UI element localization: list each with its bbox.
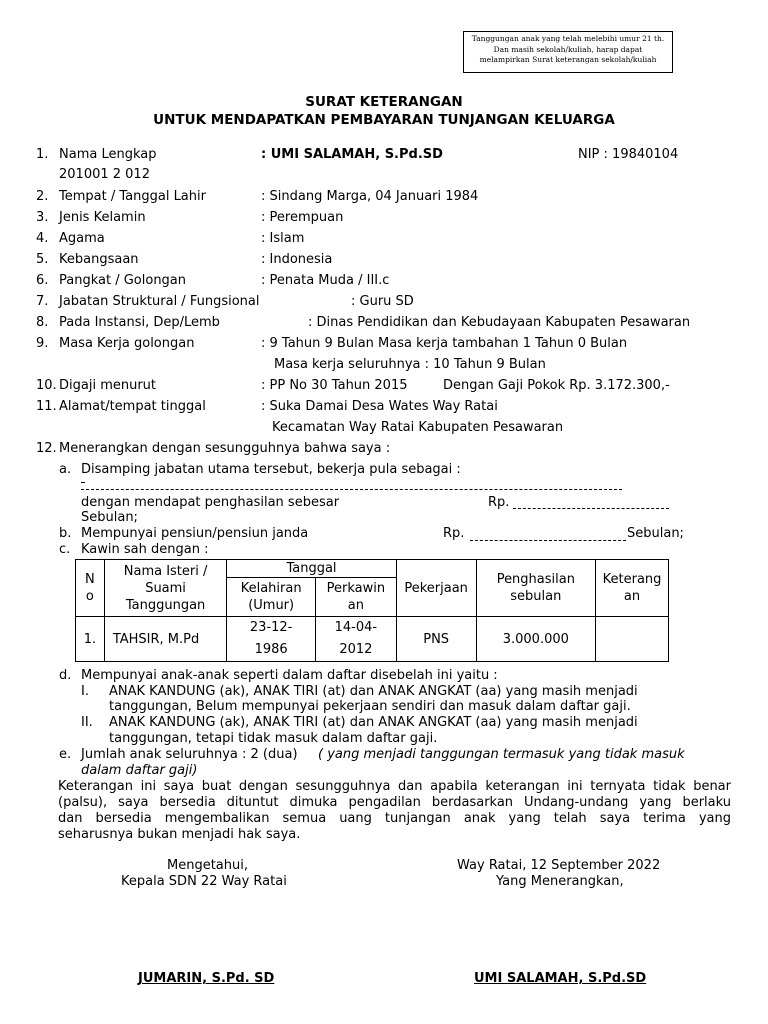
field-8-label: Pada Instansi, Dep/Lemb	[59, 315, 220, 330]
field-2-value: : Sindang Marga, 04 Januari 1984	[261, 189, 479, 204]
th-perkawinan: Perkawin an	[315, 578, 396, 617]
sign-left-name: JUMARIN, S.Pd. SD	[138, 971, 275, 986]
field-9-label: Masa Kerja golongan	[59, 336, 195, 351]
td-kelahiran: 23-12- 1986	[227, 617, 316, 662]
doc-subtitle: UNTUK MENDAPATKAN PEMBAYARAN TUNJANGAN KELUARGA	[153, 112, 615, 128]
dash-income-b	[470, 540, 626, 541]
closing-line-1: Keterangan ini saya buat dengan sesungguhnya dan apabila keterangan ini ternyata tidak benar	[58, 779, 731, 794]
th-pekerjaan: Pekerjaan	[396, 560, 476, 617]
field-6-value: : Penata Muda / III.c	[261, 273, 390, 288]
sub-a-letter: a.	[59, 462, 72, 477]
sub-d-i-line2: tanggungan, Belum mempunyai pekerjaan sendiri dan masuk dalam daftar gaji.	[109, 699, 631, 714]
spouse-table	[75, 559, 669, 662]
sign-right-line2: Yang Menerangkan,	[496, 874, 624, 889]
sub-c-letter: c.	[59, 542, 71, 557]
td-nama: TAHSIR, M.Pd	[104, 617, 226, 662]
closing-line-3: dan bersedia mengembalikan semua uang tunjangan anak yang telah saya terima yang	[58, 811, 731, 826]
sign-left-line1: Mengetahui,	[167, 858, 248, 873]
field-5-label: Kebangsaan	[59, 252, 139, 267]
field-10-gaji: Dengan Gaji Pokok Rp. 3.172.300,-	[443, 378, 670, 393]
sub-d-i-num: I.	[81, 684, 89, 699]
table-row	[76, 617, 669, 662]
field-7-value: : Guru SD	[351, 294, 414, 309]
sub-d-ii-num: II.	[81, 715, 93, 730]
field-10-value: : PP No 30 Tahun 2015	[261, 378, 408, 393]
field-11-label: Alamat/tempat tinggal	[59, 399, 206, 414]
field-6-num: 6.	[36, 273, 49, 288]
dash-occupation-line	[81, 489, 622, 490]
th-tanggal: Tanggal	[227, 560, 396, 578]
field-1-num: 1.	[36, 147, 49, 162]
sub-d-letter: d.	[59, 668, 72, 683]
field-3-num: 3.	[36, 210, 49, 225]
sub-a-sebulan: Sebulan;	[81, 510, 138, 525]
field-11-num: 11.	[36, 399, 57, 414]
field-10-num: 10.	[36, 378, 57, 393]
sub-e-italic-1: ( yang menjadi tanggungan termasuk yang tidak masuk	[318, 747, 685, 762]
sign-left-line2: Kepala SDN 22 Way Ratai	[121, 874, 287, 889]
field-6-label: Pangkat / Golongan	[59, 273, 187, 288]
sub-b-rp: Rp.	[443, 526, 465, 541]
sign-right-line1: Way Ratai, 12 September 2022	[457, 858, 661, 873]
sub-e-text: Jumlah anak seluruhnya : 2 (dua)	[81, 747, 298, 762]
closing-line-2: (palsu), saya bersedia dituntut dimuka pengadilan berdasarkan Undang-undang yang berlaku	[58, 795, 731, 810]
field-9-value: : 9 Tahun 9 Bulan Masa kerja tambahan 1 Tahun 0 Bulan	[261, 336, 628, 351]
td-pekerjaan: PNS	[396, 617, 476, 662]
field-7-num: 7.	[36, 294, 49, 309]
dash-short	[81, 482, 85, 483]
field-12-label: Menerangkan dengan sesungguhnya bahwa saya :	[59, 441, 391, 456]
th-nama: Nama Isteri / Suami Tanggungan	[104, 560, 226, 617]
field-10-label: Digaji menurut	[59, 378, 157, 393]
td-perkawinan: 14-04- 2012	[315, 617, 396, 662]
field-5-value: : Indonesia	[261, 252, 333, 267]
sub-a-text: Disamping jabatan utama tersebut, bekerja pula sebagai :	[81, 462, 461, 477]
field-3-value: : Perempuan	[261, 210, 344, 225]
field-2-label: Tempat / Tanggal Lahir	[59, 189, 206, 204]
field-5-num: 5.	[36, 252, 49, 267]
field-8-num: 8.	[36, 315, 49, 330]
field-9-num: 9.	[36, 336, 49, 351]
note-line-3: melampirkan Surat keterangan sekolah/kuliah	[479, 55, 657, 64]
field-2-num: 2.	[36, 189, 49, 204]
td-keterangan	[596, 617, 669, 662]
sub-a-rp: Rp.	[488, 495, 510, 510]
sub-b-text: Mempunyai pensiun/pensiun janda	[81, 526, 309, 541]
field-4-num: 4.	[36, 231, 49, 246]
sub-e-italic-2: dalam daftar gaji)	[81, 763, 198, 778]
field-11-value: : Suka Damai Desa Wates Way Ratai	[261, 399, 498, 414]
sub-d-ii-line2: tanggungan, tetapi tidak masuk dalam daftar gaji.	[109, 731, 438, 746]
th-no: N o	[76, 560, 105, 617]
closing-line-4: seharusnya bukan menjadi hak saya.	[58, 827, 301, 842]
field-12-num: 12.	[36, 441, 57, 456]
sign-right-name: UMI SALAMAH, S.Pd.SD	[474, 971, 647, 986]
field-9-value-cont: Masa kerja seluruhnya : 10 Tahun 9 Bulan	[274, 357, 546, 372]
field-1-label: Nama Lengkap	[59, 147, 157, 162]
sub-d-text: Mempunyai anak-anak seperti dalam daftar disebelah ini yaitu :	[81, 668, 498, 683]
field-3-label: Jenis Kelamin	[59, 210, 146, 225]
sub-c-text: Kawin sah dengan :	[81, 542, 209, 557]
note-box	[463, 31, 673, 73]
th-penghasilan: Penghasilan sebulan	[476, 560, 596, 617]
sub-d-ii-line1: ANAK KANDUNG (ak), ANAK TIRI (at) dan ANAK ANGKAT (aa) yang masih menjadi	[109, 715, 638, 730]
sub-b-sebulan: Sebulan;	[627, 526, 684, 541]
field-1-value: : UMI SALAMAH, S.Pd.SD	[261, 147, 443, 162]
note-line-1: Tanggungan anak yang telah melebihi umur 21 th.	[471, 34, 665, 43]
sub-d-i-line1: ANAK KANDUNG (ak), ANAK TIRI (at) dan ANAK ANGKAT (aa) yang masih menjadi	[109, 684, 638, 699]
field-1-nip-cont: 201001 2 012	[59, 167, 150, 182]
sub-e-letter: e.	[59, 747, 72, 762]
field-11-value-cont: Kecamatan Way Ratai Kabupaten Pesawaran	[272, 420, 564, 435]
th-kelahiran: Kelahiran (Umur)	[227, 578, 316, 617]
field-4-value: : Islam	[261, 231, 305, 246]
doc-title: SURAT KETERANGAN	[305, 94, 463, 110]
sub-a-income: dengan mendapat penghasilan sebesar	[81, 495, 340, 510]
field-1-nip: NIP : 19840104	[578, 147, 679, 162]
field-8-value: : Dinas Pendidikan dan Kebudayaan Kabupaten Pesawaran	[308, 315, 691, 330]
td-no: 1.	[76, 617, 105, 662]
field-7-label: Jabatan Struktural / Fungsional	[59, 294, 260, 309]
td-penghasilan: 3.000.000	[476, 617, 596, 662]
note-line-2: Dan masih sekolah/kuliah, harap dapat	[493, 44, 643, 54]
sub-b-letter: b.	[59, 526, 72, 541]
dash-income-a	[513, 508, 669, 509]
th-keterangan: Keterang an	[596, 560, 669, 617]
field-4-label: Agama	[59, 231, 105, 246]
